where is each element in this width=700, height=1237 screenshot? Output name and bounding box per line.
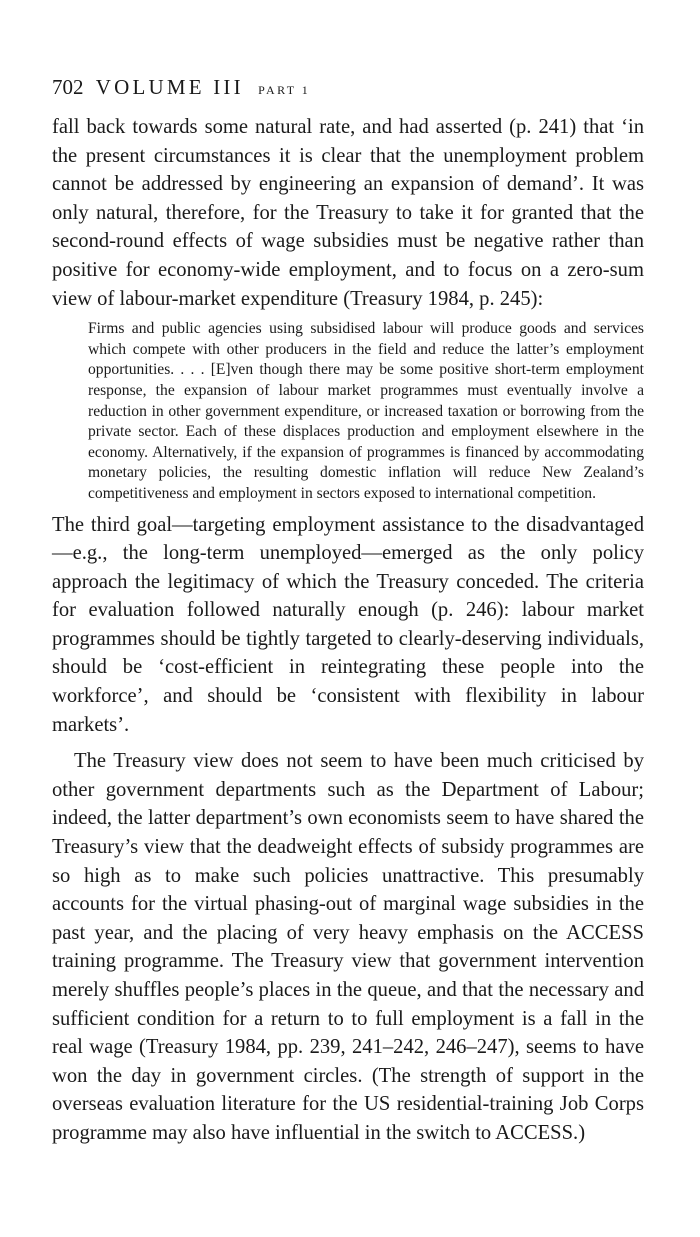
- page-number: 702: [52, 75, 84, 99]
- running-head: [52, 72, 644, 105]
- part-label: PART 1: [258, 83, 311, 97]
- paragraph-1: fall back towards some natural rate, and had asserted (p. 241) that ‘in the present circumstances it is clear that the unemployment problem cannot be addressed by engineering an expansion of demand’. It was only natural, therefore, for the Treasury to take it for granted that the second-round effects of wage subsidies must be negative rather than positive for economy-wide employment, and to focus on a zero-sum view of labour-market expenditure (Treasury 1984, p. 245):: [52, 116, 644, 310]
- paragraph-2: The third goal—targeting employment assistance to the disadvantaged—e.g., the long-term unemployed—emerged as the only policy approach the legitimacy of which the Treasury conceded. The criteria for evaluation followed naturally enough (p. 246): labour market programmes should be tightly targeted to clearly-deserving individuals, should be ‘cost-efficient in reintegrating these people into the workforce’, and should be ‘consistent with flexibility in labour markets’.: [52, 513, 644, 736]
- block-quote: Firms and public agencies using subsidised labour will produce goods and services which compete with other producers in the field and reduce the latter’s employment opportunities. . . . [E]ven though there may be some positive short-term employment response, the expansion of labour market programmes must eventually involve a reduction in other government expenditure, or increased taxation or borrowing from the private sector. Each of these displaces production and employment elsewhere in the economy. Alternatively, if the expansion of programmes is financed by accommodating monetary policies, the resulting domestic inflation will reduce New Zealand’s competitiveness and employment in sectors exposed to international competition.: [88, 320, 644, 502]
- paragraph-3: The Treasury view does not seem to have been much criticised by other government departments such as the Department of Labour; indeed, the latter department’s own economists seem to have shared the Treasury’s view that the deadweight effects of subsidy programmes are so high as to make such policies unattractive. This presumably accounts for the virtual phasing-out of marginal wage subsidies in the past year, and the placing of very heavy emphasis on the ACCESS training programme. The Treasury view that government intervention merely shuffles people’s places in the queue, and that the necessary and sufficient condition for a return to to full employment is a fall in the real wage (Treasury 1984, pp. 239, 241–242, 246–247), seems to have won the day in government circles. (The strength of support in the overseas evaluation literature for the US residential-training Job Corps programme may also have influential in the switch to ACCESS.): [52, 750, 644, 1144]
- volume-label: VOLUME III: [95, 75, 244, 99]
- page: [52, 72, 644, 1148]
